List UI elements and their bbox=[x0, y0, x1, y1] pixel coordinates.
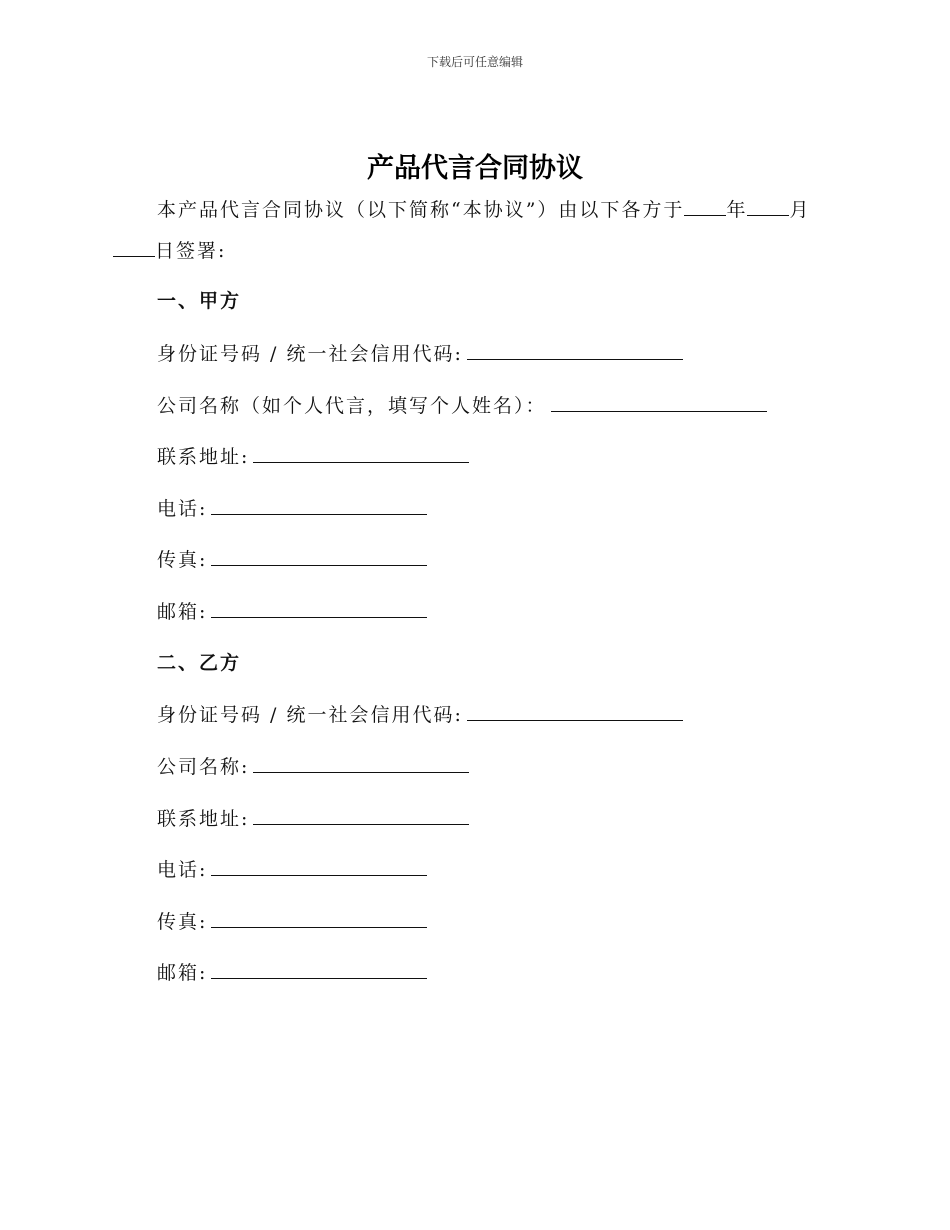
intro-text-3: 日签署: bbox=[155, 240, 227, 262]
party-b-phone-label: 电话: bbox=[157, 859, 208, 881]
document-title: 产品代言合同协议 bbox=[367, 153, 583, 184]
party-b-heading: 二、乙方 bbox=[157, 652, 242, 674]
party-a-id-field[interactable] bbox=[467, 339, 683, 360]
party-a-email-label: 邮箱: bbox=[157, 601, 208, 623]
party-b-company-label: 公司名称: bbox=[157, 756, 250, 778]
party-a-address-label: 联系地址: bbox=[157, 446, 250, 468]
party-b-company-row bbox=[157, 752, 469, 780]
party-a-fax-row bbox=[157, 545, 427, 573]
party-a-fax-field[interactable] bbox=[211, 545, 427, 566]
party-b-email-row bbox=[157, 958, 427, 986]
party-b-address-label: 联系地址: bbox=[157, 808, 250, 830]
month-blank[interactable] bbox=[747, 197, 789, 216]
party-a-company-row bbox=[157, 391, 767, 419]
party-b-address-row bbox=[157, 804, 469, 832]
party-b-fax-label: 传真: bbox=[157, 911, 208, 933]
party-b-address-field[interactable] bbox=[253, 804, 469, 825]
party-a-company-field[interactable] bbox=[551, 391, 767, 412]
party-a-phone-field[interactable] bbox=[211, 494, 427, 515]
party-a-fax-label: 传真: bbox=[157, 549, 208, 571]
party-b-company-field[interactable] bbox=[253, 752, 469, 773]
month-label: 月 bbox=[789, 199, 811, 221]
party-a-email-field[interactable] bbox=[211, 597, 427, 618]
party-b-email-label: 邮箱: bbox=[157, 962, 208, 984]
party-a-heading: 一、甲方 bbox=[157, 290, 242, 312]
day-blank[interactable] bbox=[113, 238, 155, 257]
header-note: 下载后可任意编辑 bbox=[426, 55, 523, 69]
party-b-id-field[interactable] bbox=[467, 700, 683, 721]
party-a-phone-row bbox=[157, 494, 427, 522]
party-b-phone-row bbox=[157, 855, 427, 883]
party-b-fax-field[interactable] bbox=[211, 907, 427, 928]
party-b-fax-row bbox=[157, 907, 427, 935]
party-a-company-label: 公司名称（如个人代言，填写个人姓名）： bbox=[157, 395, 547, 417]
year-label: 年 bbox=[726, 199, 748, 221]
party-a-address-field[interactable] bbox=[253, 442, 469, 463]
intro-text-1: 本产品代言合同协议（以下简称“本协议”）由以下各方于 bbox=[157, 199, 685, 221]
party-a-phone-label: 电话: bbox=[157, 498, 208, 520]
intro-paragraph bbox=[113, 190, 833, 272]
party-a-id-label: 身份证号码 / 统一社会信用代码: bbox=[157, 343, 463, 365]
party-a-id-row bbox=[157, 339, 683, 367]
party-a-email-row bbox=[157, 597, 427, 625]
party-a-address-row bbox=[157, 442, 469, 470]
party-b-phone-field[interactable] bbox=[211, 855, 427, 876]
year-blank[interactable] bbox=[684, 197, 726, 216]
party-b-email-field[interactable] bbox=[211, 958, 427, 979]
party-b-id-row bbox=[157, 700, 683, 728]
party-b-id-label: 身份证号码 / 统一社会信用代码: bbox=[157, 704, 463, 726]
